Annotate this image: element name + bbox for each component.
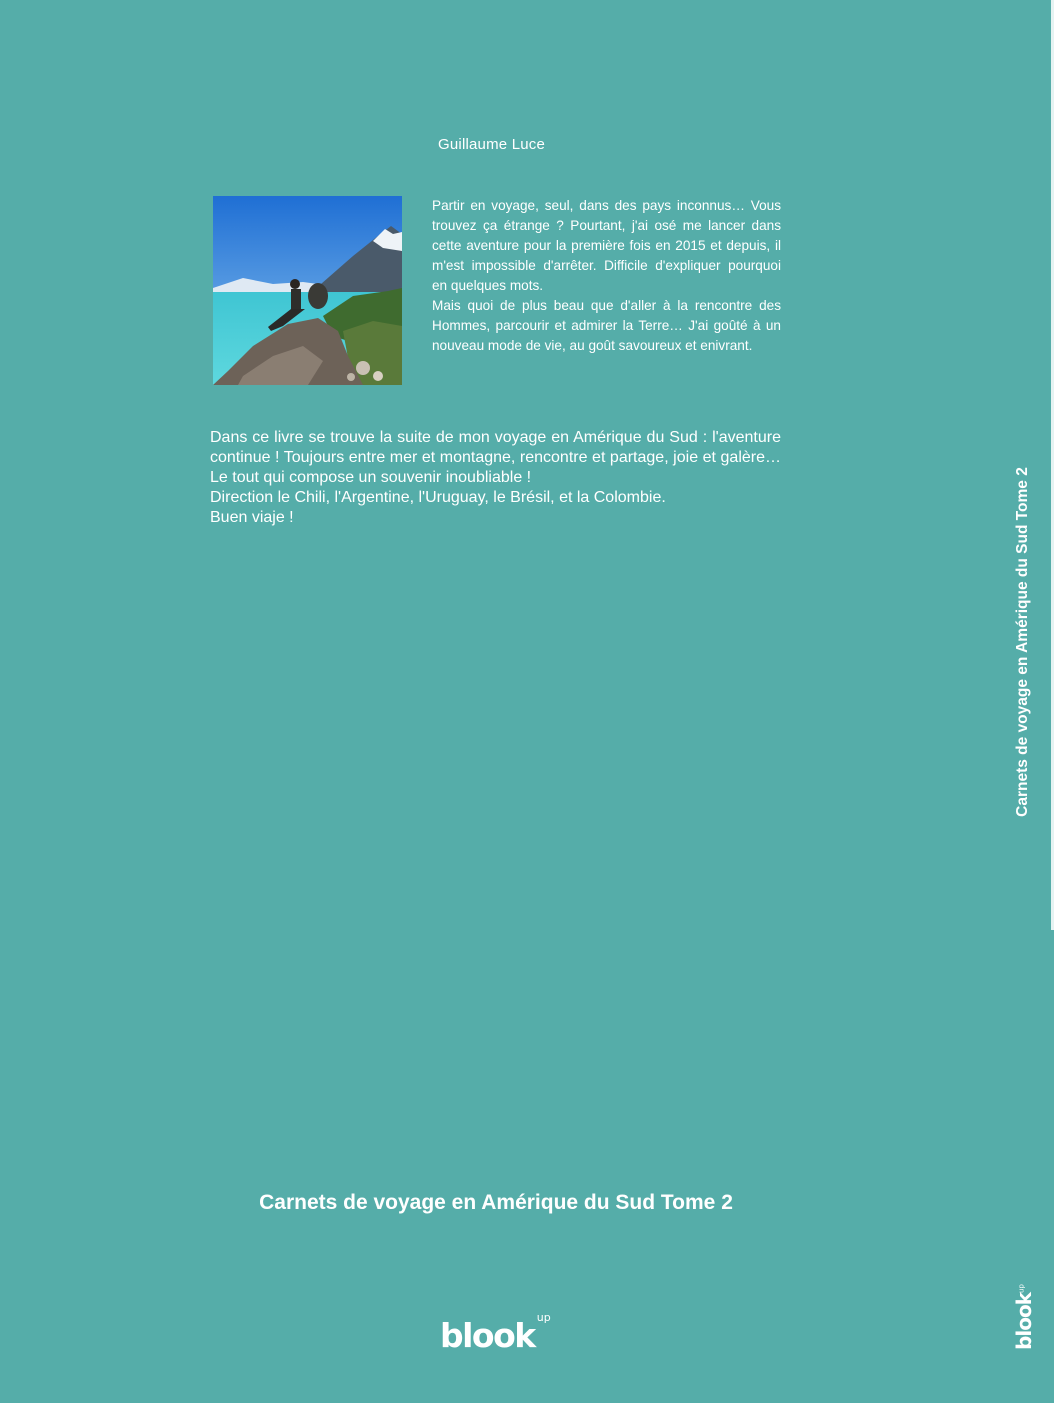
publisher-name: blook — [440, 1316, 535, 1355]
spine-publisher-name: blook — [1012, 1292, 1036, 1350]
book-summary — [210, 428, 781, 528]
summary-paragraph: Buen viaje ! — [210, 509, 294, 526]
author-photo — [213, 196, 402, 385]
author-bio — [432, 196, 781, 356]
publisher-logo — [440, 1311, 551, 1355]
author-name: Guillaume Luce — [438, 136, 546, 153]
spine-title: Carnets de voyage en Amérique du Sud Tome 2 — [1014, 467, 1031, 817]
bio-paragraph: Partir en voyage, seul, dans des pays inconnus… Vous trouvez ça étrange ? Pourtant, j'ai osé me lancer dans cette aventure pour la première fois en 2015 et depuis, il m'est impossible d'arrêter. Difficile d'expliquer pourquoi en quelques mots. — [432, 198, 781, 293]
spine-publisher-superscript: up — [1017, 1284, 1026, 1293]
book-title: Carnets de voyage en Amérique du Sud Tome 2 — [259, 1191, 733, 1214]
spine-publisher-logo — [1012, 1284, 1036, 1350]
summary-paragraph: Dans ce livre se trouve la suite de mon voyage en Amérique du Sud : l'aventure continue ! Toujours entre mer et montagne, rencontre et partage, joie et galère… Le tout qui compose un souvenir inoubliable ! — [210, 429, 781, 486]
summary-paragraph: Direction le Chili, l'Argentine, l'Uruguay, le Brésil, et la Colombie. — [210, 489, 666, 506]
photo-hiker-lake-mountains-icon — [213, 196, 402, 385]
publisher-superscript: up — [536, 1311, 551, 1324]
bio-paragraph: Mais quoi de plus beau que d'aller à la rencontre des Hommes, parcourir et admirer la Terre… J'ai goûté à un nouveau mode de vie, au goût savoureux et enivrant. — [432, 298, 781, 353]
